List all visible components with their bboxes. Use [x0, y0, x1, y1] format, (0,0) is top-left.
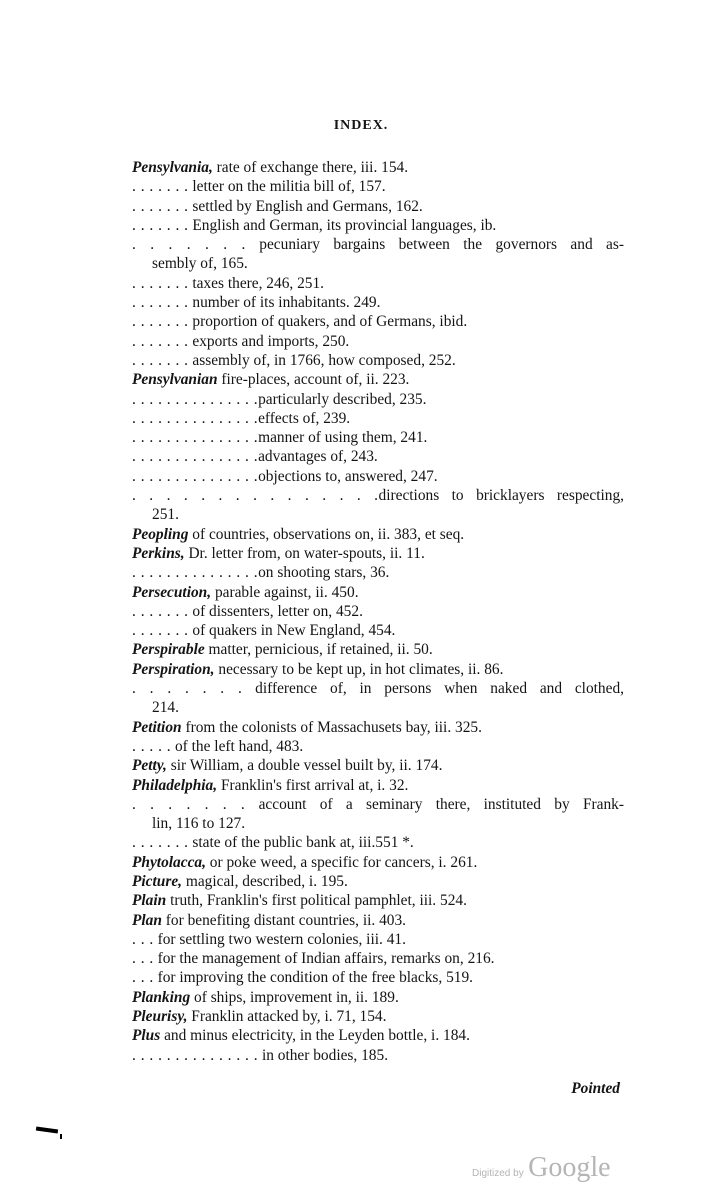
entry-text: rate of exchange there, iii. 154. [212, 159, 409, 176]
dot-leader: . . . . . . . . . . . . . . . [132, 409, 259, 427]
index-entry [132, 370, 624, 389]
index-entry-continuation [132, 698, 624, 717]
entry-text: lin, 116 to 127. [152, 815, 246, 833]
index-subentry [132, 949, 624, 968]
entry-text: number of its inhabitants. 249. [188, 294, 381, 312]
dot-leader: . . . . . . . [132, 795, 246, 813]
entry-text: exports and imports, 250. [188, 332, 350, 350]
digitized-watermark [472, 1152, 611, 1184]
index-entry [132, 911, 624, 930]
index-subentry [132, 737, 624, 756]
entry-text: Franklin attacked by, i. 71, 154. [187, 1008, 387, 1026]
index-subentry [132, 428, 624, 447]
entry-text: difference of, in persons when naked and clothed, [242, 680, 625, 698]
entry-text: effects of, 239. [258, 409, 351, 427]
entry-text: for settling two western colonies, iii. 41. [153, 930, 406, 948]
dot-leader: . . . . . [132, 737, 172, 755]
index-subentry [132, 467, 624, 486]
dot-leader: . . . . . . . [132, 216, 189, 234]
entry-text: matter, pernicious, if retained, ii. 50. [204, 641, 433, 659]
index-subentry [132, 235, 624, 254]
dot-leader: . . . [132, 969, 154, 987]
index-entry [132, 718, 624, 737]
entry-text: English and German, its provincial languages, ib. [188, 216, 497, 234]
entry-heading: Pleurisy, [132, 1008, 188, 1026]
entry-heading: Philadelphia, [132, 776, 218, 794]
index-subentry [132, 293, 624, 312]
entry-heading: Plan [132, 911, 162, 929]
index-entry [132, 583, 624, 602]
entry-heading: Phytolacca, [132, 853, 206, 871]
dot-leader: . . . . . . . [132, 313, 189, 331]
dot-leader: . . . . . . . . . . . . . . . [132, 487, 379, 505]
entry-heading: Picture, [132, 872, 183, 890]
entry-heading: Perspiration, [132, 660, 215, 678]
index-entry [132, 1026, 624, 1045]
entry-text: objections to, answered, 247. [258, 467, 438, 485]
index-subentry [132, 274, 624, 293]
dot-leader: . . . . . . . . . . . . . . . [132, 448, 259, 466]
index-subentry [132, 795, 624, 814]
index-subentry [132, 216, 624, 235]
watermark-prefix: Digitized by [472, 1168, 524, 1179]
watermark-brand: Google [528, 1152, 611, 1183]
index-subentry [132, 486, 624, 505]
entry-heading: Petty, [132, 757, 167, 775]
entry-text: directions to bricklayers respecting, [378, 487, 624, 505]
index-subentry [132, 332, 624, 351]
entry-text: parable against, ii. 450. [211, 583, 359, 601]
entry-text: taxes there, 246, 251. [188, 274, 325, 292]
entry-heading: Persecution, [132, 583, 212, 601]
index-entry [132, 640, 624, 659]
entry-text: necessary to be kept up, in hot climates, ii. 86. [214, 660, 504, 678]
index-subentry [132, 447, 624, 466]
entry-heading: Plain [132, 892, 167, 910]
entry-text: on shooting stars, 36. [258, 564, 390, 582]
entry-text: proportion of quakers, and of Germans, ibid. [188, 313, 468, 331]
entry-text: in other bodies, 185. [258, 1046, 389, 1064]
dot-leader: . . . . . . . . . . . . . . . [132, 390, 259, 408]
index-entry [132, 853, 624, 872]
ink-mark [36, 1126, 58, 1133]
entry-text: assembly of, in 1766, how composed, 252. [188, 351, 456, 369]
entry-text: of dissenters, letter on, 452. [188, 602, 363, 620]
entry-text: of quakers in New England, 454. [188, 622, 396, 640]
dot-leader: . . . . . . . [132, 332, 189, 350]
entry-text: magical, described, i. 195. [182, 872, 348, 890]
index-entry [132, 756, 624, 775]
entry-text: for the management of Indian affairs, remarks on, 216. [153, 950, 495, 968]
index-subentry [132, 563, 624, 582]
dot-leader: . . . . . . . [132, 602, 189, 620]
entry-text: state of the public bank at, iii.551 *. [188, 834, 414, 852]
index-entry [132, 158, 624, 177]
dot-leader: . . . . . . . [132, 622, 189, 640]
index-subentry [132, 968, 624, 987]
index-subentry [132, 621, 624, 640]
catchword: Pointed [571, 1080, 620, 1097]
dot-leader: . . . . . . . [132, 834, 189, 852]
index-entry [132, 544, 624, 563]
entry-text: account of a seminary there, instituted by Frank- [245, 795, 624, 813]
entry-text: Dr. letter from, on water-spouts, ii. 11. [184, 544, 425, 562]
entry-text: for improving the condition of the free blacks, 519. [153, 969, 474, 987]
entry-text: pecuniary bargains between the governors and as- [245, 236, 624, 254]
index-entry [132, 525, 624, 544]
dot-leader: . . . . . . . . . . . . . . . [132, 564, 259, 582]
dot-leader: . . . . . . . [132, 178, 189, 196]
index-entry [132, 891, 624, 910]
dot-leader: . . . . . . . [132, 236, 246, 254]
entry-text: settled by English and Germans, 162. [188, 197, 423, 215]
ink-mark-tail [60, 1134, 62, 1139]
index-entry-continuation [132, 814, 624, 833]
dot-leader: . . . . . . . [132, 680, 243, 698]
dot-leader: . . . . . . . . . . . . . . . [132, 467, 259, 485]
index-subentry [132, 409, 624, 428]
dot-leader: . . . . . . . [132, 274, 189, 292]
entry-heading: Pensylvanian [132, 371, 218, 389]
entry-text: sir William, a double vessel built by, ii. 174. [166, 757, 443, 775]
index-subentry [132, 833, 624, 852]
index-entry [132, 776, 624, 795]
index-subentry [132, 312, 624, 331]
entry-heading: Plus [132, 1027, 161, 1045]
entry-text: of ships, improvement in, ii. 189. [190, 988, 399, 1006]
index-entry [132, 660, 624, 679]
entry-text: and minus electricity, in the Leyden bottle, i. 184. [160, 1027, 470, 1045]
index-entry-continuation [132, 505, 624, 524]
entry-text: 251. [152, 506, 179, 524]
index-subentry [132, 930, 624, 949]
dot-leader: . . . . . . . . . . . . . . . [132, 429, 259, 447]
index-subentry [132, 351, 624, 370]
entry-heading: Petition [132, 718, 182, 736]
index-entries [132, 158, 624, 1065]
index-subentry [132, 390, 624, 409]
entry-heading: Pensylvania, [132, 159, 213, 176]
entry-text: of the left hand, 483. [171, 737, 304, 755]
index-subentry [132, 177, 624, 196]
entry-text: from the colonists of Massachusets bay, iii. 325. [181, 718, 482, 736]
index-entry [132, 988, 624, 1007]
entry-text: Franklin's first arrival at, i. 32. [217, 776, 409, 794]
entry-text: for benefiting distant countries, ii. 403. [161, 911, 407, 929]
dot-leader: . . . . . . . [132, 294, 189, 312]
entry-text: manner of using them, 241. [258, 429, 428, 447]
running-head: INDEX. [333, 118, 389, 133]
index-subentry [132, 197, 624, 216]
entry-text: fire-places, account of, ii. 223. [217, 371, 410, 389]
entry-heading: Perspirable [132, 641, 205, 659]
dot-leader: . . . . . . . [132, 351, 189, 369]
dot-leader: . . . . . . . . . . . . . . . [132, 1046, 259, 1064]
index-subentry [132, 1046, 624, 1065]
entry-text: particularly described, 235. [258, 390, 427, 408]
entry-text: advantages of, 243. [258, 448, 378, 466]
index-entry-continuation [132, 254, 624, 273]
index-entry [132, 1007, 624, 1026]
entry-heading: Planking [132, 988, 191, 1006]
dot-leader: . . . [132, 950, 154, 968]
entry-text: or poke weed, a specific for cancers, i. 261. [205, 853, 478, 871]
entry-text: letter on the militia bill of, 157. [188, 178, 386, 196]
index-entry [132, 872, 624, 891]
entry-heading: Perkins, [132, 544, 185, 562]
entry-text: truth, Franklin's first political pamphlet, iii. 524. [166, 892, 467, 910]
entry-text: 214. [152, 699, 179, 717]
dot-leader: . . . [132, 930, 154, 948]
index-subentry [132, 602, 624, 621]
entry-heading: Peopling [132, 525, 189, 543]
index-subentry [132, 679, 624, 698]
entry-text: sembly of, 165. [152, 255, 248, 273]
entry-text: of countries, observations on, ii. 383, et seq. [188, 525, 465, 543]
dot-leader: . . . . . . . [132, 197, 189, 215]
